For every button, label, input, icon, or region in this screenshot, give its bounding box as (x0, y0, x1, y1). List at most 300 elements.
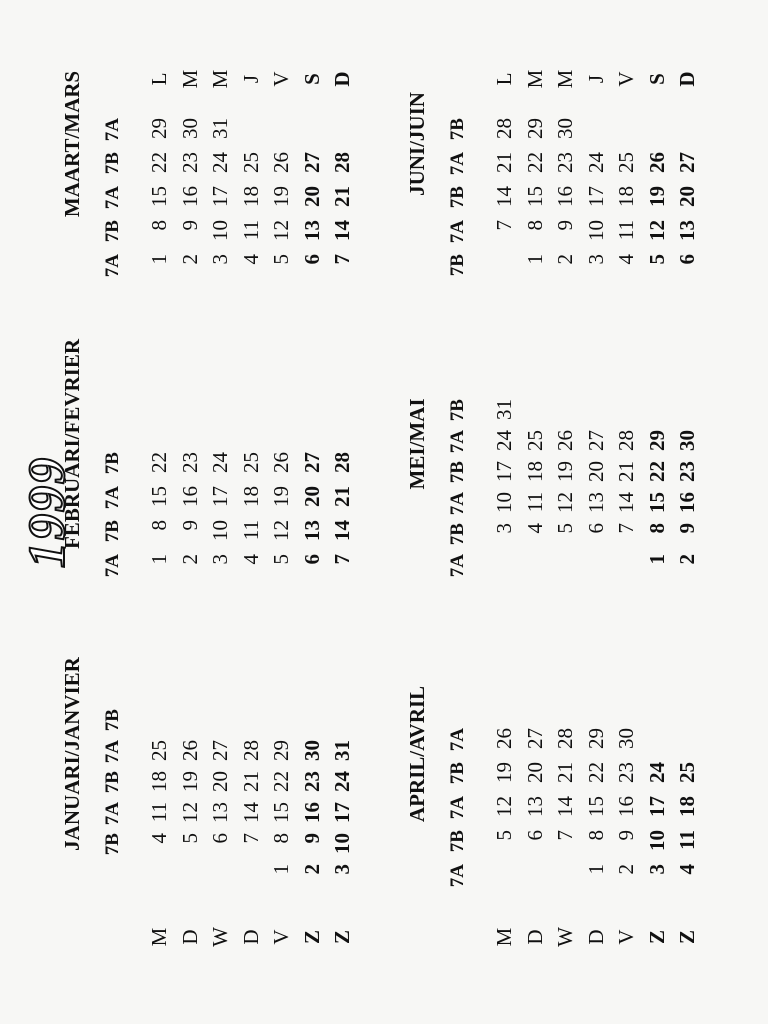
week-code: 7A (447, 492, 468, 516)
day-row (266, 604, 296, 904)
week-code: 7B (447, 186, 468, 209)
weekday-label: L (147, 72, 171, 86)
week-code: 7A (102, 554, 123, 578)
day-row (266, 0, 296, 294)
week-code: 7A (102, 740, 123, 764)
day-number: 19 (269, 186, 293, 207)
day-number: 5 (492, 830, 516, 841)
day-number: 27 (675, 152, 699, 173)
week-code: 7B (102, 520, 123, 543)
day-number: 15 (269, 802, 293, 823)
day-number: 23 (299, 771, 324, 792)
week-code: 7A (102, 486, 123, 510)
day-number: 1 (583, 864, 608, 875)
day-number: 25 (675, 762, 699, 783)
day-number: 11 (147, 802, 171, 823)
day-number: 17 (644, 796, 669, 817)
day-number: 24 (492, 430, 516, 451)
day-number: 6 (299, 254, 324, 265)
day-number: 8 (269, 833, 293, 844)
day-number: 16 (177, 486, 202, 507)
day-number: 11 (238, 220, 263, 241)
day-number: 7 (330, 254, 354, 265)
week-code: 7B (447, 461, 468, 484)
day-number: 16 (614, 796, 638, 817)
day-number: 8 (522, 220, 547, 231)
week-code-row (98, 294, 128, 594)
day-number: 19 (553, 461, 577, 482)
day-number: 11 (675, 830, 699, 850)
week-code: 7B (447, 118, 468, 141)
day-number: 22 (522, 152, 547, 173)
day-number: 14 (553, 796, 577, 817)
day-number: 21 (553, 762, 577, 783)
week-code: 7A (447, 152, 468, 176)
day-row (489, 604, 519, 904)
day-number: 14 (492, 186, 516, 207)
day-number: 8 (644, 523, 669, 534)
day-number: 1 (147, 254, 171, 265)
day-number: 12 (644, 220, 669, 241)
day-number: 12 (269, 220, 293, 241)
day-row (266, 294, 296, 594)
weekday-label: J (238, 74, 263, 84)
day-number: 9 (177, 220, 202, 231)
day-number: 29 (269, 740, 293, 761)
day-number: 1 (644, 554, 669, 565)
week-code: 7A (102, 118, 123, 142)
weekday-label: Z (675, 930, 699, 945)
day-number: 18 (238, 186, 263, 207)
day-row (550, 0, 580, 294)
day-number: 2 (553, 254, 577, 265)
day-number: 3 (583, 254, 608, 265)
week-code: 7B (447, 254, 468, 277)
week-code: 7A (447, 796, 468, 820)
day-number: 29 (644, 430, 669, 451)
day-number: 26 (177, 740, 202, 761)
week-code: 7A (447, 864, 468, 888)
week-code: 7B (102, 152, 123, 175)
day-number: 15 (644, 492, 669, 513)
weekday-label: M (492, 927, 516, 947)
day-number: 9 (299, 833, 324, 844)
week-code: 7B (447, 762, 468, 785)
day-number: 7 (238, 833, 263, 844)
day-number: 9 (177, 520, 202, 531)
day-number: 1 (522, 254, 547, 265)
day-number: 7 (492, 220, 516, 231)
day-number: 10 (583, 220, 608, 241)
day-row (327, 604, 357, 904)
day-row (175, 604, 205, 904)
day-number: 12 (269, 520, 293, 541)
day-number: 28 (614, 430, 638, 451)
day-number: 6 (299, 554, 324, 565)
day-number: 21 (238, 771, 263, 792)
day-number: 24 (208, 152, 232, 173)
day-number: 22 (583, 762, 608, 783)
day-number: 29 (147, 118, 171, 139)
month-title: JUNI/JUIN (405, 92, 429, 196)
day-number: 27 (208, 740, 232, 761)
day-number: 16 (299, 802, 324, 823)
day-number: 3 (492, 523, 516, 534)
week-code: 7A (102, 802, 123, 826)
day-row (581, 604, 611, 904)
day-number: 20 (522, 762, 547, 783)
weekday-label: J (583, 74, 608, 84)
day-number: 21 (492, 152, 516, 173)
day-number: 3 (330, 864, 354, 875)
weekday-label: D (522, 929, 547, 945)
day-number: 23 (614, 762, 638, 783)
day-number: 23 (177, 452, 202, 473)
day-number: 26 (269, 152, 293, 173)
day-row (144, 604, 174, 904)
day-row (611, 0, 641, 294)
day-number: 28 (492, 118, 516, 139)
day-number: 19 (644, 186, 669, 207)
day-number: 4 (614, 254, 638, 265)
week-code: 7B (102, 771, 123, 794)
weekday-label: Z (644, 930, 669, 945)
day-row (672, 604, 702, 904)
day-number: 16 (553, 186, 577, 207)
day-number: 22 (147, 452, 171, 473)
week-code-row (443, 294, 473, 594)
day-number: 26 (644, 152, 669, 173)
day-number: 10 (644, 830, 669, 851)
weekday-label: V (614, 71, 638, 87)
week-code: 7A (447, 220, 468, 244)
day-row (642, 294, 672, 594)
day-number: 12 (177, 802, 202, 823)
day-number: 1 (147, 554, 171, 565)
week-code: 7A (102, 254, 123, 278)
day-number: 2 (299, 864, 324, 875)
weekday-label: M (553, 69, 577, 89)
day-number: 28 (330, 152, 354, 173)
day-number: 26 (492, 728, 516, 749)
week-code: 7B (102, 709, 123, 732)
day-number: 5 (644, 254, 669, 265)
weekday-label: D (330, 71, 354, 87)
day-number: 2 (675, 554, 699, 565)
weekday-label: M (147, 927, 171, 947)
month-title: MAART/MARS (60, 70, 84, 218)
week-code: 7B (447, 399, 468, 422)
day-number: 4 (147, 833, 171, 844)
day-row (672, 294, 702, 594)
day-number: 18 (614, 186, 638, 207)
day-number: 2 (614, 864, 638, 875)
month-title: MEI/MAI (405, 398, 429, 490)
day-number: 24 (330, 771, 354, 792)
day-number: 7 (614, 523, 638, 534)
week-code: 7A (447, 554, 468, 578)
day-number: 30 (614, 728, 638, 749)
day-number: 21 (330, 486, 354, 507)
day-row (175, 294, 205, 594)
day-row (327, 294, 357, 594)
day-number: 14 (238, 802, 263, 823)
day-row (642, 604, 672, 904)
weekday-label: Z (299, 930, 324, 945)
month-block (60, 604, 400, 904)
day-row (236, 294, 266, 594)
day-number: 20 (299, 186, 324, 207)
day-number: 2 (177, 254, 202, 265)
day-number: 8 (147, 520, 171, 531)
day-number: 22 (269, 771, 293, 792)
day-number: 18 (675, 796, 699, 817)
day-number: 25 (147, 740, 171, 761)
day-number: 13 (522, 796, 547, 817)
month-block (405, 294, 745, 594)
weekday-label: V (614, 929, 638, 945)
day-number: 13 (208, 802, 232, 823)
day-row (327, 0, 357, 294)
weekday-label: W (553, 927, 577, 947)
day-number: 6 (208, 833, 232, 844)
day-row (642, 0, 672, 294)
week-code: 7B (102, 833, 123, 856)
day-number: 23 (177, 152, 202, 173)
day-row (205, 0, 235, 294)
day-row (611, 294, 641, 594)
month-title: JANUARI/JANVIER (60, 657, 84, 851)
day-number: 20 (583, 461, 608, 482)
day-number: 11 (522, 492, 547, 513)
day-number: 31 (208, 118, 232, 139)
day-number: 14 (614, 492, 638, 513)
day-row (611, 604, 641, 904)
day-number: 18 (522, 461, 547, 482)
day-number: 25 (614, 152, 638, 173)
day-number: 9 (675, 523, 699, 534)
day-row (175, 0, 205, 294)
day-number: 5 (269, 554, 293, 565)
day-number: 7 (330, 554, 354, 565)
weekday-label: M (522, 69, 547, 89)
day-number: 8 (583, 830, 608, 841)
day-number: 8 (147, 220, 171, 231)
day-number: 2 (177, 554, 202, 565)
day-number: 9 (553, 220, 577, 231)
weekday-label: Z (330, 930, 354, 945)
day-number: 17 (583, 186, 608, 207)
day-number: 17 (330, 802, 354, 823)
day-number: 30 (553, 118, 577, 139)
day-number: 27 (299, 452, 324, 473)
day-row (520, 0, 550, 294)
week-code-row (98, 0, 128, 294)
day-number: 17 (208, 186, 232, 207)
day-number: 11 (614, 220, 638, 241)
day-number: 30 (299, 740, 324, 761)
day-row (297, 604, 327, 904)
day-number: 22 (644, 461, 669, 482)
weekday-label: D (583, 929, 608, 945)
day-number: 19 (177, 771, 202, 792)
year-title: 1999 (19, 456, 76, 568)
weekday-label: S (644, 73, 669, 85)
day-number: 24 (644, 762, 669, 783)
day-row (672, 0, 702, 294)
day-number: 31 (330, 740, 354, 761)
day-number: 20 (675, 186, 699, 207)
day-number: 9 (614, 830, 638, 841)
weekday-label: M (177, 69, 202, 89)
day-row (236, 604, 266, 904)
day-number: 27 (299, 152, 324, 173)
day-row (550, 294, 580, 594)
weekday-label: D (177, 929, 202, 945)
day-number: 11 (238, 520, 263, 541)
day-row (297, 294, 327, 594)
day-row (297, 0, 327, 294)
day-number: 18 (147, 771, 171, 792)
day-row (236, 0, 266, 294)
day-number: 23 (675, 461, 699, 482)
day-row (520, 604, 550, 904)
week-code-row (443, 604, 473, 904)
day-number: 4 (238, 254, 263, 265)
day-number: 14 (330, 520, 354, 541)
weekday-label: W (208, 927, 232, 947)
day-number: 23 (553, 152, 577, 173)
day-number: 13 (675, 220, 699, 241)
week-code-row (443, 0, 473, 294)
day-number: 13 (299, 220, 324, 241)
day-number: 24 (583, 152, 608, 173)
week-code: 7B (447, 830, 468, 853)
week-code: 7B (102, 452, 123, 475)
day-number: 25 (522, 430, 547, 451)
day-number: 28 (553, 728, 577, 749)
day-number: 20 (299, 486, 324, 507)
day-number: 18 (238, 486, 263, 507)
day-number: 19 (492, 762, 516, 783)
month-block (405, 0, 745, 294)
day-number: 16 (177, 186, 202, 207)
day-number: 25 (238, 452, 263, 473)
day-number: 28 (238, 740, 263, 761)
day-number: 6 (522, 830, 547, 841)
week-code: 7B (102, 220, 123, 243)
day-number: 5 (553, 523, 577, 534)
day-number: 10 (492, 492, 516, 513)
day-row (581, 294, 611, 594)
day-number: 3 (208, 554, 232, 565)
day-number: 29 (583, 728, 608, 749)
day-number: 21 (614, 461, 638, 482)
month-title: APRIL/AVRIL (405, 685, 429, 823)
day-number: 4 (522, 523, 547, 534)
day-number: 31 (492, 399, 516, 420)
day-number: 5 (177, 833, 202, 844)
day-number: 7 (553, 830, 577, 841)
day-number: 26 (269, 452, 293, 473)
day-number: 27 (522, 728, 547, 749)
week-code: 7B (447, 523, 468, 546)
day-number: 14 (330, 220, 354, 241)
day-number: 30 (675, 430, 699, 451)
month-block (60, 294, 400, 594)
weekday-label: L (492, 72, 516, 86)
day-row (489, 0, 519, 294)
day-row (520, 294, 550, 594)
week-code: 7A (447, 430, 468, 454)
day-number: 10 (208, 520, 232, 541)
day-number: 13 (299, 520, 324, 541)
day-number: 4 (238, 554, 263, 565)
week-code-row (98, 604, 128, 904)
day-number: 21 (330, 186, 354, 207)
day-number: 19 (269, 486, 293, 507)
day-number: 3 (644, 864, 669, 875)
day-row (144, 0, 174, 294)
weekday-label: D (675, 71, 699, 87)
day-number: 5 (269, 254, 293, 265)
day-number: 6 (583, 523, 608, 534)
month-block (60, 0, 400, 294)
day-number: 15 (583, 796, 608, 817)
weekday-label: S (299, 73, 324, 85)
day-number: 17 (208, 486, 232, 507)
weekday-label: D (238, 929, 263, 945)
day-number: 13 (583, 492, 608, 513)
day-row (550, 604, 580, 904)
month-block (405, 604, 745, 904)
day-number: 15 (147, 186, 171, 207)
day-number: 27 (583, 430, 608, 451)
month-title: FEBRUARI/FEVRIER (60, 338, 84, 550)
day-number: 10 (208, 220, 232, 241)
day-number: 12 (492, 796, 516, 817)
day-number: 26 (553, 430, 577, 451)
day-number: 1 (269, 864, 293, 875)
day-number: 15 (147, 486, 171, 507)
day-number: 16 (675, 492, 699, 513)
day-row (205, 294, 235, 594)
day-row (489, 294, 519, 594)
day-row (581, 0, 611, 294)
week-code: 7A (102, 186, 123, 210)
day-number: 6 (675, 254, 699, 265)
day-number: 28 (330, 452, 354, 473)
day-number: 22 (147, 152, 171, 173)
week-code: 7A (447, 728, 468, 752)
day-number: 10 (330, 833, 354, 854)
day-number: 29 (522, 118, 547, 139)
day-row (205, 604, 235, 904)
day-number: 25 (238, 152, 263, 173)
day-row (144, 294, 174, 594)
day-number: 12 (553, 492, 577, 513)
day-number: 30 (177, 118, 202, 139)
day-number: 4 (675, 864, 699, 875)
day-number: 17 (492, 461, 516, 482)
weekday-label: V (269, 929, 293, 945)
weekday-label: V (269, 71, 293, 87)
day-number: 3 (208, 254, 232, 265)
day-number: 24 (208, 452, 232, 473)
day-number: 15 (522, 186, 547, 207)
weekday-label: M (208, 69, 232, 89)
day-number: 20 (208, 771, 232, 792)
